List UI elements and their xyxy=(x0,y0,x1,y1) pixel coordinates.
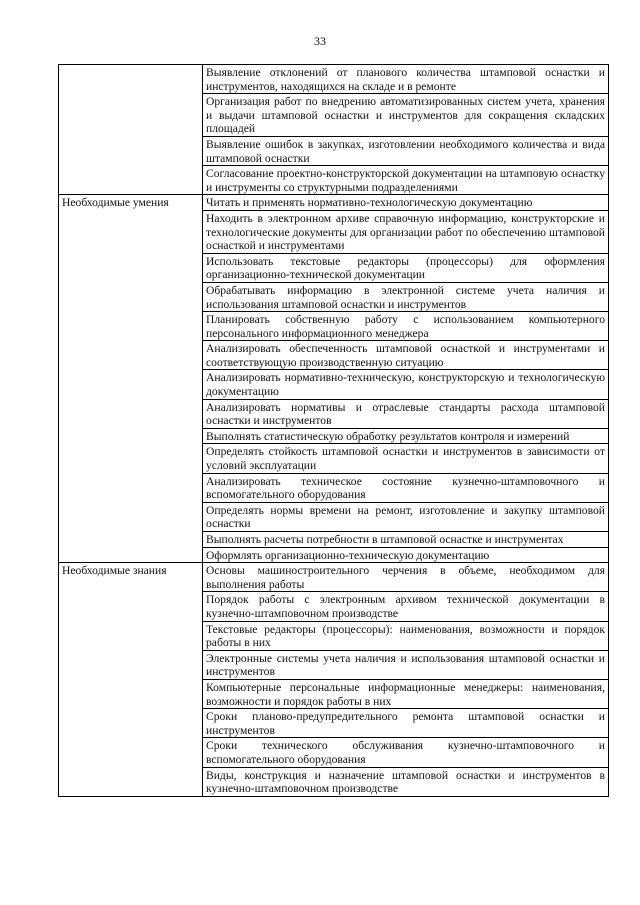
table-row xyxy=(59,195,609,211)
requirements-table xyxy=(58,64,609,797)
requirement-cell: Анализировать нормативно-техническую, конструкторскую и технологическую документацию xyxy=(203,370,609,399)
requirement-cell: Определять нормы времени на ремонт, изготовление и закупку штамповой оснастки xyxy=(203,502,609,531)
requirement-cell: Электронные системы учета наличия и использования штамповой оснастки и инструментов xyxy=(203,650,609,679)
requirement-cell: Выявление ошибок в закупках, изготовлении необходимого количества и вида штамповой оснастки xyxy=(203,136,609,165)
category-cell: Необходимые знания xyxy=(59,563,203,797)
table-row xyxy=(59,65,609,94)
requirement-cell: Анализировать нормативы и отраслевые стандарты расхода штамповой оснастки и инструментов xyxy=(203,399,609,428)
requirement-cell: Использовать текстовые редакторы (процессоры) для оформления организационно-технической документации xyxy=(203,253,609,282)
category-cell xyxy=(59,65,203,195)
requirement-cell: Виды, конструкция и назначение штамповой оснастки и инструментов в кузнечно-штамповочном производстве xyxy=(203,767,609,796)
requirement-cell: Находить в электронном архиве справочную информацию, конструкторские и технологические документы для организации работ по обеспечению штамповой оснасткой и инструментами xyxy=(203,210,609,253)
requirement-cell: Анализировать техническое состояние кузнечно-штамповочного и вспомогательного оборудования xyxy=(203,473,609,502)
requirement-cell: Выявление отклонений от планового количества штамповой оснастки и инструментов, находящихся на складе и в ремонте xyxy=(203,65,609,94)
requirement-cell: Выполнять статистическую обработку результатов контроля и измерений xyxy=(203,428,609,444)
requirement-cell: Определять стойкость штамповой оснастки и инструментов в зависимости от условий эксплуатации xyxy=(203,444,609,473)
requirement-cell: Текстовые редакторы (процессоры): наименования, возможности и порядок работы в них xyxy=(203,621,609,650)
requirement-cell: Основы машиностроительного черчения в объеме, необходимом для выполнения работы xyxy=(203,563,609,592)
requirement-cell: Компьютерные персональные информационные менеджеры: наименования, возможности и порядок работы в них xyxy=(203,679,609,708)
requirement-cell: Обрабатывать информацию в электронной системе учета наличия и использования штамповой оснастки и инструментов xyxy=(203,282,609,311)
requirement-cell: Сроки планово-предупредительного ремонта штамповой оснастки и инструментов xyxy=(203,709,609,738)
category-cell: Необходимые умения xyxy=(59,195,203,563)
requirements-table-body xyxy=(59,65,609,797)
requirement-cell: Читать и применять нормативно-технологическую документацию xyxy=(203,195,609,211)
requirement-cell: Планировать собственную работу с использованием компьютерного персонального информационного менеджера xyxy=(203,312,609,341)
requirement-cell: Анализировать обеспеченность штамповой оснасткой и инструментами и соответствующую производственную ситуацию xyxy=(203,341,609,370)
requirement-cell: Оформлять организационно-техническую документацию xyxy=(203,547,609,563)
table-row xyxy=(59,563,609,592)
requirement-cell: Согласование проектно-конструкторской документации на штамповую оснастку и инструменты со структурными подразделениями xyxy=(203,166,609,195)
requirement-cell: Порядок работы с электронным архивом технической документации в кузнечно-штамповочном производстве xyxy=(203,592,609,621)
page-number: 33 xyxy=(314,34,326,48)
requirement-cell: Сроки технического обслуживания кузнечно-штамповочного и вспомогательного оборудования xyxy=(203,738,609,767)
requirement-cell: Организация работ по внедрению автоматизированных систем учета, хранения и выдачи штамповой оснастки и инструментов для сокращения складских площадей xyxy=(203,94,609,137)
requirement-cell: Выполнять расчеты потребности в штамповой оснастке и инструментах xyxy=(203,532,609,548)
